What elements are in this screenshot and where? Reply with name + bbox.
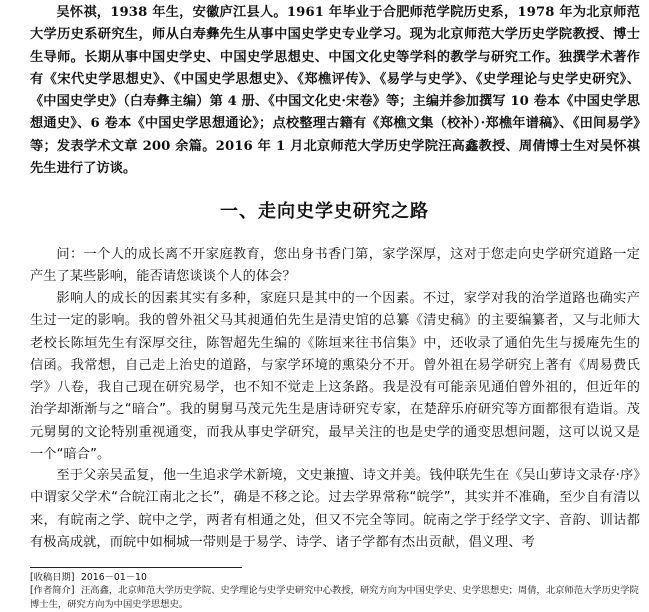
footnote-divider (30, 567, 242, 568)
footnote-received-date (30, 571, 642, 585)
footnote-text: 2016－01－10 (80, 572, 147, 583)
footnote-text: 汪高鑫，北京师范大学历史学院、史学理论与史学史研究中心教授，研究方向为中国史学史、史学思想史；周倩，北京师范大学历史学院博士生，研究方向为中国史学思想史。 (30, 585, 639, 610)
footnote-label: [收稿日期] (30, 572, 75, 583)
author-intro-paragraph: 吴怀祺，1938 年生，安徽庐江县人。1961 年毕业于合肥师范学院历史系，1978 年为北京师范大学历史系研究生，师从白寿彝先生从事中国史学史专业学习。现为北京师范大学历史学院教授、博士生导师。长期从事中国史学史、中国史学思想史、中国文化史等学科的教学与研究工作。独撰学术著作有《宋代史学思想史》、《中国史学思想史》、《郑樵评传》、《易学与史学》、《史学理论与史学史研究》、《中国史学史》（白寿彝主编）第 4 册、《中国文化史·宋卷》等；主编并参加撰写 10 卷本《中国史学思想通史》、6 卷本《中国史学思想通论》；点校整理古籍有《郑樵文集（校补）·郑樵年谱稿》、《田间易学》等；发表学术文章 200 余篇。2016 年 1 月北京师范大学历史学院汪高鑫教授、周倩博士生对吴怀祺先生进行了访谈。 (30, 5, 640, 177)
footnote-label: [作者简介] (30, 585, 75, 596)
section-heading: 一、走向史学史研究之路 (220, 201, 429, 222)
interview-question: 问：一个人的成长离不开家庭教育，您出身书香门第，家学深厚，这对于您走向史学研究道路一定产生了某些影响，能否请您谈谈个人的体会？ (30, 247, 640, 285)
interview-answer-paragraph-2: 至于父亲吴孟复，他一生追求学术新境，文史兼擅、诗文并美。钱仲联先生在《吴山萝诗文录存·序》中谓家父学术“合皖江南北之长”，确是不移之论。过去学界常称“皖学”，其实并不准确，至少自有清以来，有皖南之学、皖中之学，两者有相通之处，但又不完全等同。皖南之学于经学文字、音韵、训诂都有极高成就，而皖中如桐城一带则是于易学、诗学、诸子学都有杰出贡献，倡义理、考 (30, 468, 640, 550)
interview-answer-paragraph: 影响人的成长的因素其实有多种，家庭只是其中的一个因素。不过，家学对我的治学道路也确实产生过一定的影响。我的曾外祖父马其昶通伯先生是清史馆的总纂《清史稿》的主要编纂者，又与北师大老校长陈垣先生有深厚交往，陈智超先生编的《陈垣来往书信集》中，还收录了通伯先生与援庵先生的信函。我常想，自己走上治史的道路，与家学环境的熏染分不开。曾外祖在易学研究上著有《周易费氏学》八卷，我自己现在研究易学，也不知不觉走上这条路。我是没有可能亲见通伯曾外祖的，但近年的治学却渐渐与之“暗合”。我的舅舅马茂元先生是唐诗研究专家，在楚辞乐府研究等方面都很有造诣。茂元舅舅的文论特别重视通变，而我从事史学研究，最早关注的也是史学的通变思想问题，这可以说又是一个“暗合”。 (30, 291, 640, 463)
footnote-author-info (30, 584, 642, 612)
